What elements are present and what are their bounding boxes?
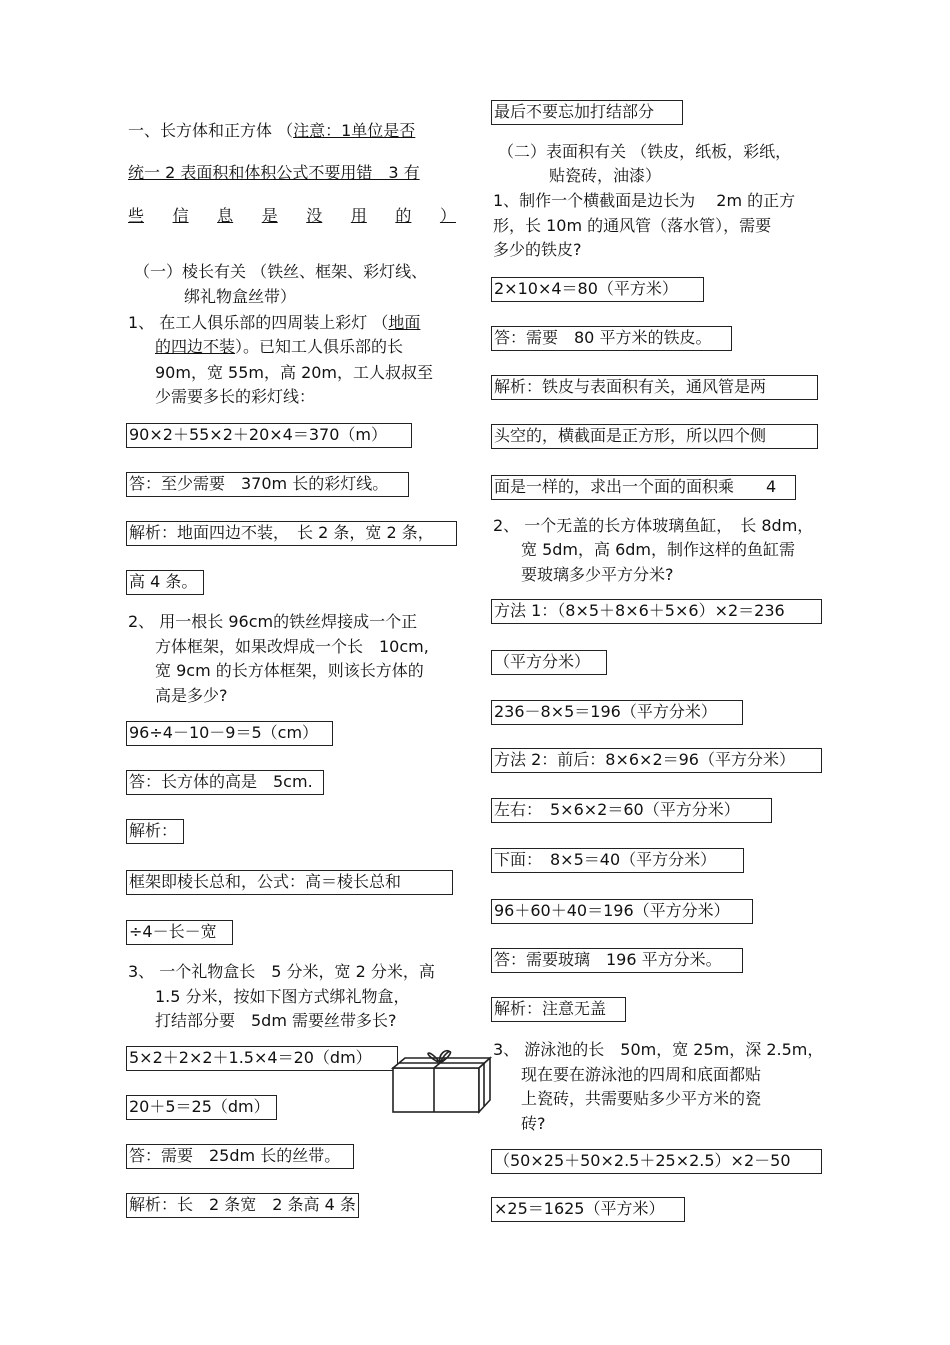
q3-line-2: 1.5 分米，按如下图方式绑礼物盒， [155, 987, 410, 1006]
heading-note: 注意：1单位是否 [293, 121, 416, 140]
q1-line-2 [155, 337, 403, 357]
r-q2-line-2: 宽 5dm，高 6dm，制作这样的鱼缸需 [521, 540, 796, 559]
heading-char: 是 [261, 206, 278, 225]
q1-line-3: 90m，宽 55m，高 20m，工人叔叔至 [155, 363, 434, 382]
q3-answer-text: 答：需要 25dm 长的丝带。 [126, 1144, 354, 1169]
q1-line-4: 少需要多长的彩灯线： [155, 387, 316, 406]
heading-char: 信 [172, 206, 189, 225]
q1-underline: 地面 [388, 313, 421, 332]
heading-prefix: 一、长方体和正方体 （ [128, 121, 294, 140]
heading-char: 些 [128, 206, 145, 225]
q2-line-2: 方体框架，如果改焊成一个长 10cm, [155, 637, 429, 656]
r-q1-analysis-2: 头空的，横截面是正方形，所以四个侧 [491, 424, 818, 449]
r-q1-analysis-3: 面是一样的，求出一个面的面积乘 4 [491, 475, 796, 500]
heading-char: ） [439, 206, 456, 225]
r-q2-sum: 96＋60＋40＝196（平方分米） [491, 899, 753, 924]
heading-line-3 [128, 206, 456, 226]
top-note: 最后不要忘加打结部分 [491, 100, 683, 125]
q3-line-3: 打结部分要 5dm 需要丝带多长? [155, 1011, 397, 1030]
q2-line-4: 高是多少? [155, 686, 228, 705]
q2-analysis: 框架即棱长总和，公式：高＝棱长总和 [126, 870, 453, 895]
q3-answer-formula-2: 20＋5＝25（dm） [126, 1095, 277, 1120]
q1-answer-text: 答：至少需要 370m 长的彩灯线。 [126, 472, 409, 497]
heading-char: 的 [395, 206, 412, 225]
r-q1-line-3: 多少的铁皮? [493, 240, 582, 259]
r-q1-analysis: 解析：铁皮与表面积有关，通风管是两 [491, 375, 818, 400]
r-q3-line-3: 上瓷砖，共需要贴多少平方米的瓷 [521, 1089, 762, 1108]
gift-box-icon [390, 1044, 494, 1116]
r-q3-line-1: 3、 游泳池的长 50m，宽 25m，深 2.5m， [493, 1040, 824, 1059]
r-q2-line-1: 2、 一个无盖的长方体玻璃鱼缸， 长 8dm， [493, 516, 814, 535]
section-1-title-cont: 绑礼物盒丝带） [184, 287, 297, 306]
q1-answer-formula: 90×2＋55×2＋20×4＝370（m） [126, 423, 412, 448]
heading-char: 息 [217, 206, 234, 225]
r-q1-answer-text: 答：需要 80 平方米的铁皮。 [491, 326, 732, 351]
r-q2-bottom: 下面： 8×5＝40（平方分米） [491, 848, 744, 873]
q2-answer-text: 答：长方体的高是 5cm. [126, 770, 324, 795]
r-q2-method-1-step: 236－8×5＝196（平方分米） [491, 700, 743, 725]
section-1-title: （一）棱长有关 （铁丝、框架、彩灯线、 [134, 262, 428, 281]
r-q2-method-1: 方法 1：（8×5＋8×6＋5×6）×2＝236 [491, 599, 822, 624]
q3-line-1: 3、 一个礼物盒长 5 分米，宽 2 分米，高 [128, 962, 435, 981]
q2-analysis-cont: ÷4－长－宽 [126, 920, 233, 945]
r-q1-answer-formula: 2×10×4＝80（平方米） [491, 277, 704, 302]
section-2-title: （二）表面积有关 （铁皮，纸板，彩纸， [498, 142, 792, 161]
heading-line-1 [128, 121, 415, 141]
section-2-title-cont: 贴瓷砖，油漆） [549, 166, 662, 185]
r-q3-line-4: 砖? [521, 1114, 546, 1133]
q3-analysis: 解析：长 2 条宽 2 条高 4 条 [126, 1193, 359, 1218]
r-q1-line-1: 1、制作一个横截面是边长为 2m 的正方 [493, 191, 796, 210]
q2-analysis-label: 解析： [126, 819, 184, 844]
r-q1-line-2: 形，长 10m 的通风管（落水管），需要 [493, 216, 772, 235]
q2-line-1: 2、 用一根长 96cm的铁丝焊接成一个正 [128, 612, 418, 631]
q1-text: 1、 在工人俱乐部的四周装上彩灯 （ [128, 313, 389, 332]
q1-text: ）。已知工人俱乐部的长 [235, 337, 404, 356]
heading-line-2: 统一 2 表面积和体积公式不要用错 3 有 [128, 163, 420, 182]
q2-line-3: 宽 9cm 的长方体框架，则该长方体的 [155, 661, 424, 680]
q3-answer-formula: 5×2＋2×2＋1.5×4＝20（dm） [126, 1046, 398, 1071]
r-q3-line-2: 现在要在游泳池的四周和底面都贴 [521, 1065, 762, 1084]
q1-analysis: 解析：地面四边不装， 长 2 条，宽 2 条， [126, 521, 457, 546]
r-q2-analysis: 解析：注意无盖 [491, 997, 626, 1022]
q2-answer-formula: 96÷4－10－9＝5（cm） [126, 721, 333, 746]
r-q3-answer-formula-2: ×25＝1625（平方米） [491, 1197, 685, 1222]
r-q2-method-2: 方法 2：前后：8×6×2＝96（平方分米） [491, 748, 822, 773]
r-q2-line-3: 要玻璃多少平方分米? [521, 565, 674, 584]
r-q3-answer-formula: （50×25＋50×2.5＋25×2.5）×2－50 [491, 1149, 822, 1174]
heading-char: 没 [306, 206, 323, 225]
q1-line-1 [128, 313, 420, 333]
heading-char: 用 [350, 206, 367, 225]
r-q2-method-1-unit: （平方分米） [491, 650, 607, 675]
q1-underline: 的四边不装 [155, 337, 236, 356]
r-q2-answer-text: 答：需要玻璃 196 平方分米。 [491, 948, 743, 973]
q1-analysis-cont: 高 4 条。 [126, 570, 204, 595]
r-q2-left-right: 左右： 5×6×2＝60（平方分米） [491, 798, 772, 823]
